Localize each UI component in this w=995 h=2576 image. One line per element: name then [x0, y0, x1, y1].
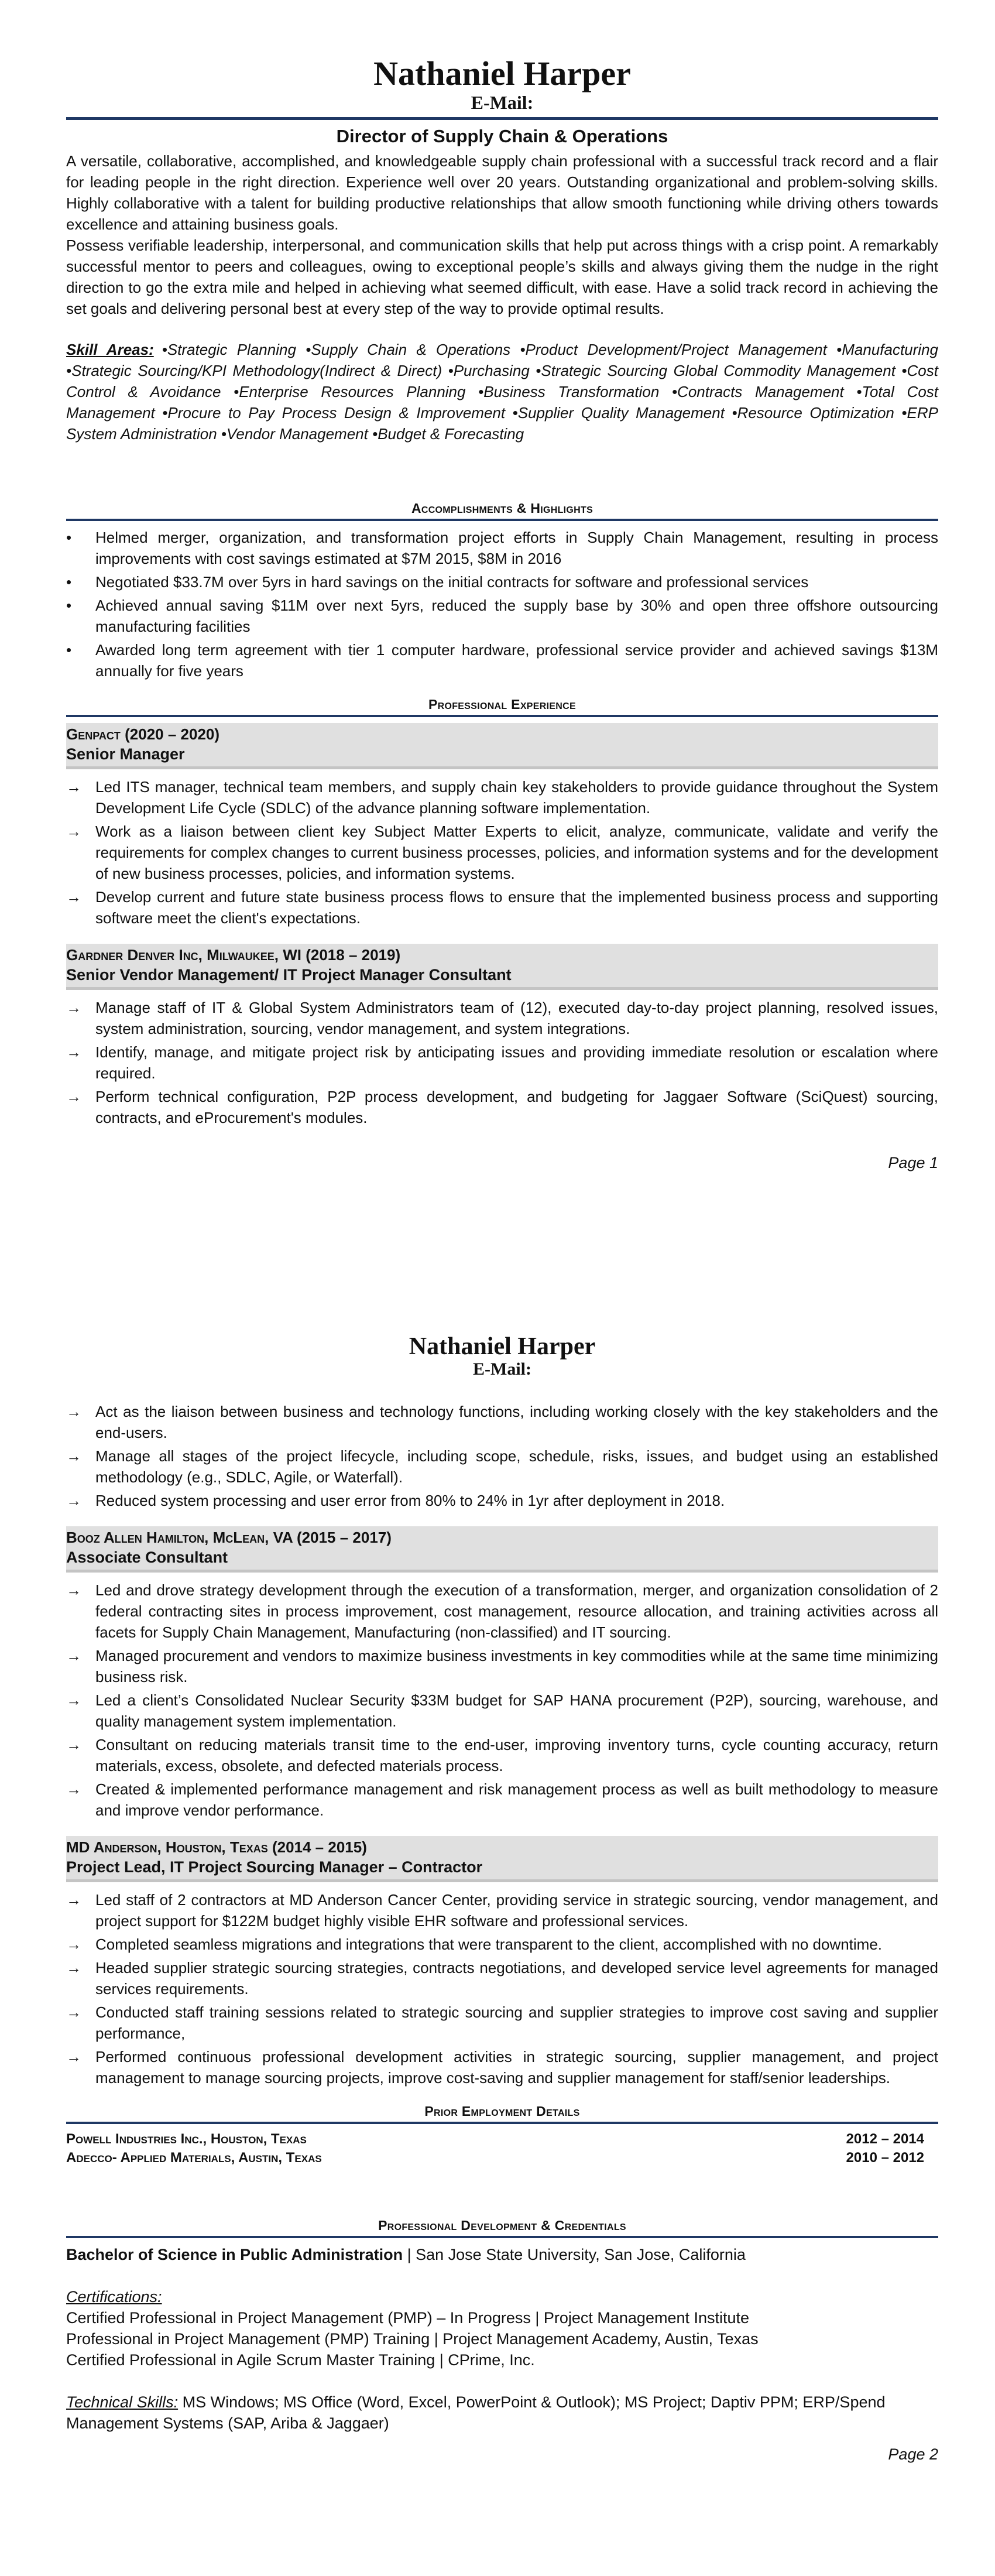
job-company: Gardner Denver Inc, Milwaukee, WI (2018 – 2019)	[66, 946, 401, 964]
list-item: → Performed continuous professional development activities in strategic sourcing, supplier management, and project management to manage sourcing projects, improve cost-saving and supplier management for staff/senior leaderships.	[66, 2046, 938, 2088]
job-bullets-gardner-denver-continued	[66, 1401, 938, 1511]
candidate-name: Nathaniel Harper	[409, 1333, 596, 1360]
list-item: → Led and drove strategy development through the execution of a transformation, merger, and organization consolidation of 2 federal contracting sites in process improvement, cost management, resource allocation, and training activities across all facets for Supply Chain Management, Manufacturing (non-classified) and IT sourcing.	[66, 1580, 938, 1643]
list-item: → Managed procurement and vendors to maximize business investments in key commodities while at the same time minimizing business risk.	[66, 1645, 938, 1687]
arrow-icon: →	[66, 2003, 81, 2021]
degree: Bachelor of Science in Public Administration	[66, 2245, 403, 2263]
prior-employment-row	[66, 2130, 938, 2149]
job-role: Senior Manager	[66, 745, 185, 763]
list-item: → Work as a liaison between client key Subject Matter Experts to elicit, analyze, communicate, validate and verify the requirements for complex changes to current business processes, policies, and information systems and for the development of new business processes, policies, and information systems.	[66, 821, 938, 884]
section-divider	[66, 715, 938, 717]
skill-areas-label: Skill Areas:	[66, 340, 154, 358]
job-bullets-genpact	[66, 776, 938, 929]
school: | San Jose State University, San Jose, California	[403, 2245, 746, 2263]
bullet-icon: •	[66, 573, 72, 591]
list-item: → Conducted staff training sessions related to strategic sourcing and supplier strategies to improve cost saving and supplier performance,	[66, 2002, 938, 2044]
prior-company: Powell Industries Inc., Houston, Texas	[66, 2130, 307, 2147]
page-number: Page 1	[888, 1153, 938, 1171]
email-label: E-Mail:	[471, 91, 534, 113]
list-item: → Led a client’s Consolidated Nuclear Security $33M budget for SAP HANA procurement (P2P), sourcing, warehouse, and quality management system implementation.	[66, 1690, 938, 1732]
certification-item: Certified Professional in Project Management (PMP) – In Progress | Project Management Institute	[66, 2308, 750, 2327]
list-item: → Completed seamless migrations and integrations that were transparent to the client, accomplished with no downtime.	[66, 1934, 938, 1955]
arrow-icon: →	[66, 1043, 81, 1061]
section-heading-development: Professional Development & Credentials	[378, 2217, 626, 2233]
education-entry	[66, 2244, 938, 2265]
job-company: Booz Allen Hamilton, McLean, VA (2015 – 2017)	[66, 1528, 392, 1546]
arrow-icon: →	[66, 1890, 81, 1909]
arrow-icon: →	[66, 1646, 81, 1664]
arrow-icon: →	[66, 998, 81, 1016]
arrow-icon: →	[66, 1447, 81, 1465]
bullet-icon: •	[66, 640, 72, 659]
job-role: Senior Vendor Management/ IT Project Manager Consultant	[66, 965, 512, 984]
list-item: → Manage staff of IT & Global System Administrators team of (12), executed day-to-day project planning, resolved issues, system administration, sourcing, vendor management, and system integrations.	[66, 997, 938, 1039]
email-label: E-Mail:	[473, 1359, 531, 1379]
arrow-icon: →	[66, 1780, 81, 1798]
bullet-icon: •	[66, 528, 72, 546]
prior-years: 2010 – 2012	[846, 2149, 924, 2166]
page-number: Page 2	[888, 2445, 938, 2463]
skill-areas-list: •Strategic Planning •Supply Chain & Operations •Product Development/Project Management •Manufacturing •Strategic Sourcing/KPI Methodology(Indirect & Direct) •Purchasing •Strategic Sourcing Global Commodity Management •Cost Control & Avoidance •Enterprise Resources Planning •Business Transformation •Contracts Management •Total Cost Management •Procure to Pay Process Design & Improvement •Supplier Quality Management •Resource Optimization •ERP System Administration •Vendor Management •Budget & Forecasting	[66, 340, 938, 443]
section-heading-prior-employment: Prior Employment Details	[424, 2103, 580, 2119]
job-header-md-anderson	[66, 1836, 938, 1879]
list-item: → Consultant on reducing materials transit time to the end-user, improving inventory turns, cycle counting accuracy, return materials, excess, obsolete, and defected materials process.	[66, 1734, 938, 1776]
technical-skills-label: Technical Skills:	[66, 2393, 179, 2411]
arrow-icon: →	[66, 777, 81, 796]
job-divider	[66, 766, 938, 769]
list-item: → Led ITS manager, technical team members, and supply chain key stakeholders to provide guidance throughout the System Development Life Cycle (SDLC) of the advance planning software implementation.	[66, 776, 938, 818]
list-item: → Created & implemented performance management and risk management process as well as built methodology to measure and improve vendor performance.	[66, 1779, 938, 1821]
list-item: → Reduced system processing and user error from 80% to 24% in 1yr after deployment in 2018.	[66, 1490, 938, 1511]
section-heading-accomplishments: Accomplishments & Highlights	[411, 500, 593, 516]
job-role: Associate Consultant	[66, 1548, 228, 1566]
job-company: MD Anderson, Houston, Texas (2014 – 2015)	[66, 1838, 367, 1856]
certification-item: Professional in Project Management (PMP) Training | Project Management Academy, Austin, Texas	[66, 2330, 759, 2348]
job-header-genpact	[66, 723, 938, 766]
list-item: • Helmed merger, organization, and transformation project efforts in Supply Chain Management, resulting in process improvements with cost savings estimated at $7M 2015, $8M in 2016	[66, 527, 938, 569]
technical-skills	[66, 2392, 938, 2434]
arrow-icon: →	[66, 1491, 81, 1509]
section-heading-experience: Professional Experience	[428, 696, 576, 712]
bullet-icon: •	[66, 596, 72, 614]
arrow-icon: →	[66, 1087, 81, 1105]
job-header-gardner-denver	[66, 944, 938, 987]
arrow-icon: →	[66, 2047, 81, 2065]
arrow-icon: →	[66, 1935, 81, 1953]
arrow-icon: →	[66, 1735, 81, 1753]
section-divider	[66, 2122, 938, 2124]
list-item: → Headed supplier strategic sourcing strategies, contracts negotiations, and developed service level agreements for managed services requirements.	[66, 1957, 938, 1999]
list-item: → Led staff of 2 contractors at MD Anderson Cancer Center, providing service in strategic sourcing, vendor management, and project support for $122M budget highly visible EHR software and professional services.	[66, 1889, 938, 1931]
job-header-booz-allen	[66, 1526, 938, 1570]
list-item: → Identify, manage, and mitigate project risk by anticipating issues and providing immediate resolution or escalation where required.	[66, 1042, 938, 1084]
list-item: • Awarded long term agreement with tier 1 computer hardware, professional service provider and achieved savings $13M annually for five years	[66, 639, 938, 681]
list-item: • Achieved annual saving $11M over next 5yrs, reduced the supply base by 30% and open three offshore outsourcing manufacturing facilities	[66, 595, 938, 637]
section-divider	[66, 519, 938, 521]
header-divider	[66, 117, 938, 120]
job-bullets-md-anderson	[66, 1889, 938, 2088]
job-company: Genpact (2020 – 2020)	[66, 725, 220, 743]
resume-page-1	[66, 56, 938, 1172]
job-bullets-booz-allen	[66, 1580, 938, 1821]
resume-page-2	[66, 1334, 938, 2464]
section-divider	[66, 2236, 938, 2238]
prior-years: 2012 – 2014	[846, 2130, 924, 2147]
list-item: • Negotiated $33.7M over 5yrs in hard savings on the initial contracts for software and professional services	[66, 571, 938, 592]
arrow-icon: →	[66, 1691, 81, 1709]
arrow-icon: →	[66, 1958, 81, 1976]
skill-areas	[66, 339, 938, 444]
technical-skills-list: MS Windows; MS Office (Word, Excel, PowerPoint & Outlook); MS Project; Daptiv PPM; ERP/Spend Management Systems (SAP, Ariba & Jaggaer)	[66, 2393, 886, 2432]
certifications-label: Certifications:	[66, 2287, 162, 2306]
certification-item: Certified Professional in Agile Scrum Master Training | CPrime, Inc.	[66, 2351, 535, 2369]
summary-paragraph-2: Possess verifiable leadership, interpersonal, and communication skills that help put across things with a crisp point. A remarkably successful mentor to peers and colleagues, owing to exceptional people’s skills and always giving them the nudge in the right direction to go the extra mile and helped in achieving what seemed difficult, with ease. Have a solid track record in achieving the set goals and delivering personal best at every step of the way to provide optimal results.	[66, 236, 938, 317]
job-divider	[66, 1570, 938, 1573]
candidate-name: Nathaniel Harper	[373, 54, 631, 93]
prior-employment-row	[66, 2149, 938, 2167]
list-item: → Manage all stages of the project lifecycle, including scope, schedule, risks, issues, and budget using an established methodology (e.g., SDLC, Agile, or Waterfall).	[66, 1445, 938, 1488]
arrow-icon: →	[66, 888, 81, 906]
arrow-icon: →	[66, 1402, 81, 1420]
job-divider	[66, 1879, 938, 1882]
list-item: → Develop current and future state business process flows to ensure that the implemented business process and supporting software meet the client's expectations.	[66, 886, 938, 929]
arrow-icon: →	[66, 822, 81, 840]
job-bullets-gardner-denver	[66, 997, 938, 1128]
professional-title: Director of Supply Chain & Operations	[336, 125, 668, 146]
job-divider	[66, 987, 938, 990]
prior-company: Adecco- Applied Materials, Austin, Texas	[66, 2149, 322, 2166]
summary-paragraph-1: A versatile, collaborative, accomplished, and knowledgeable supply chain professional with a successful track record and a flair for leading people in the right direction. Experience well over 20 years. Outstanding organizational and problem-solving skills. Highly collaborative with a talent for building productive relationships that allow smooth functioning while driving others towards excellence and attaining business goals.	[66, 152, 938, 233]
job-role: Project Lead, IT Project Sourcing Manager – Contractor	[66, 1858, 483, 1876]
accomplishments-list	[66, 527, 938, 681]
list-item: → Act as the liaison between business and technology functions, including working closely with the key stakeholders and the end-users.	[66, 1401, 938, 1443]
list-item: → Perform technical configuration, P2P process development, and budgeting for Jaggaer Software (SciQuest) sourcing, contracts, and eProcurement's modules.	[66, 1086, 938, 1128]
arrow-icon: →	[66, 1581, 81, 1599]
